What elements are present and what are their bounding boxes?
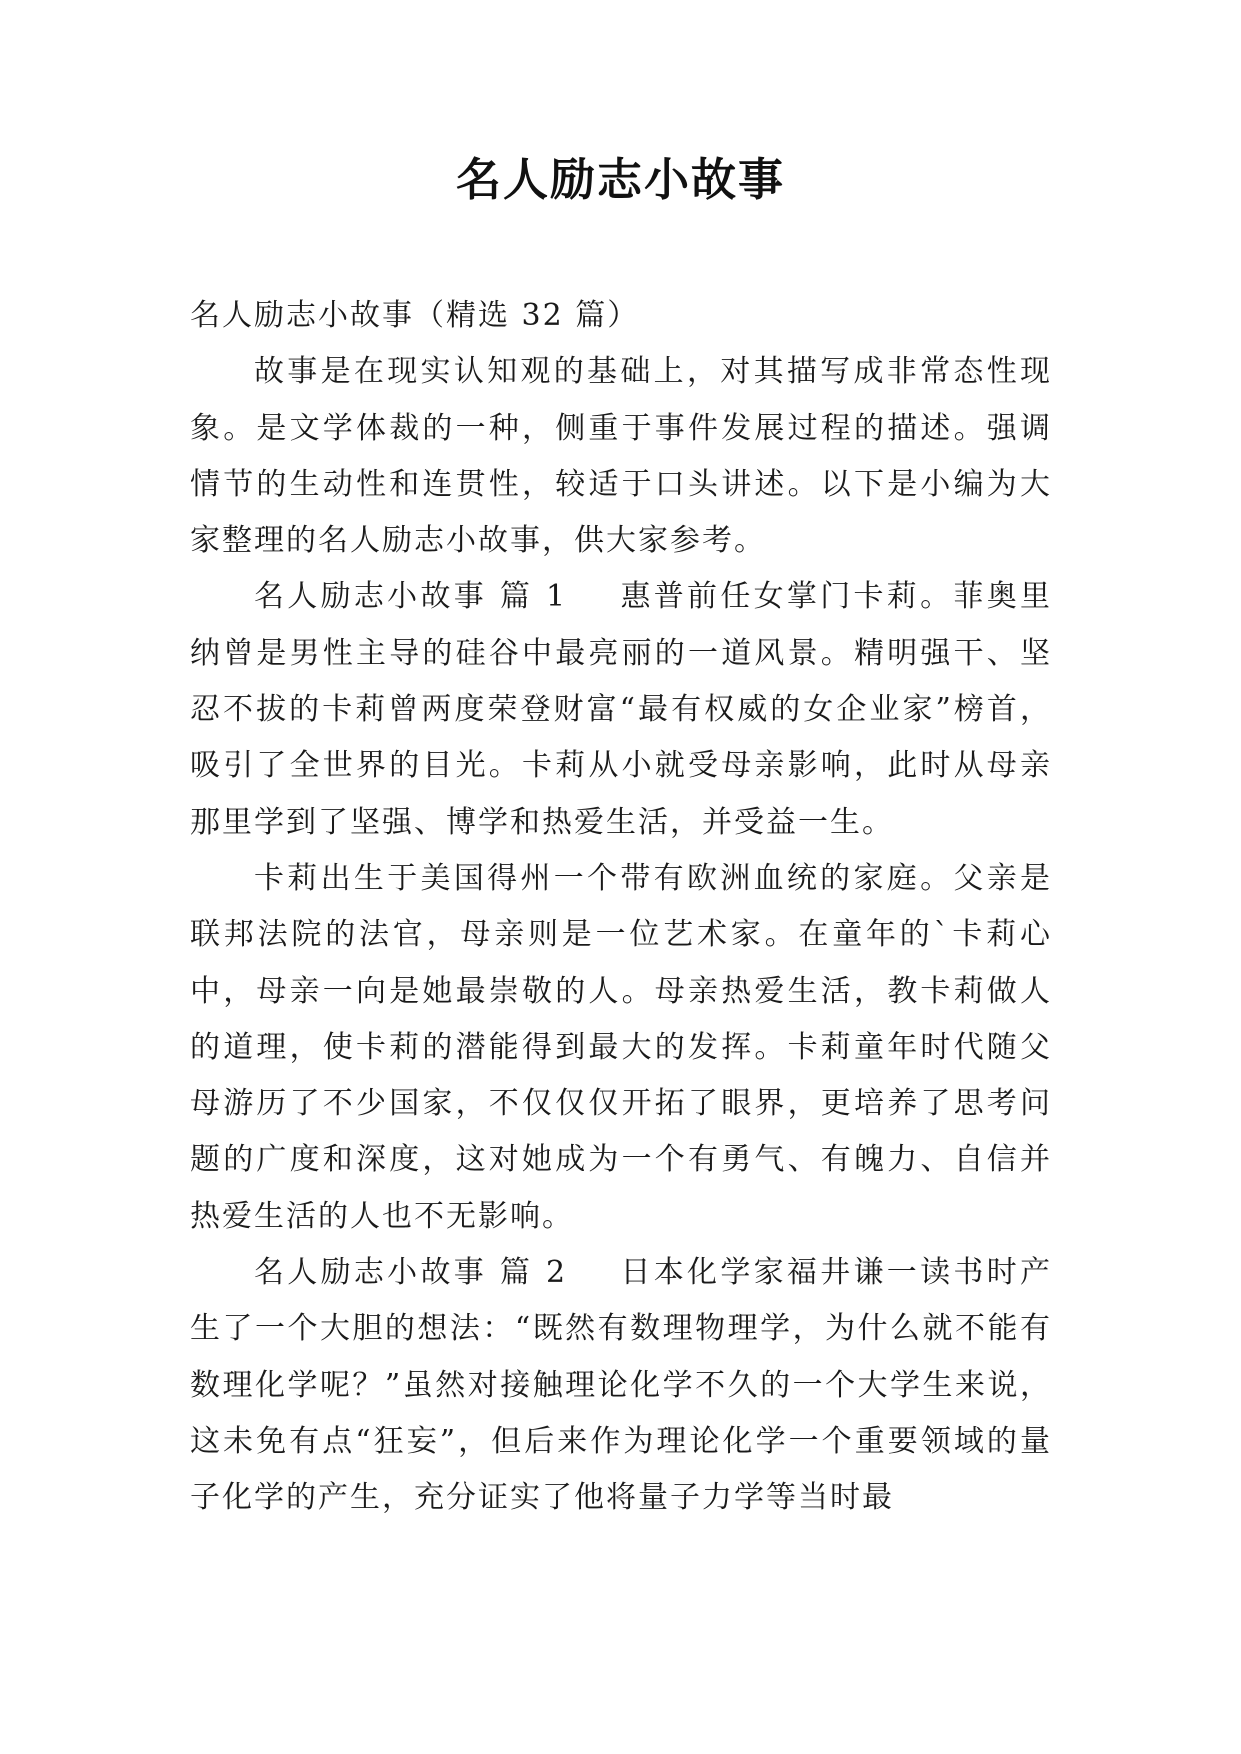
section-2-opening-paragraph: [190, 1245, 1052, 1526]
section-1-paragraph-1: 惠普前任女掌门卡莉。菲奥里纳曾是男性主导的硅谷中最亮丽的一道风景。精明强干、坚忍不拔的卡莉曾两度荣登财富“最有权威的女企业家”榜首，吸引了全世界的目光。卡莉从小就受母亲影响，此时从母亲那里学到了坚强、博学和热爱生活，并受益一生。: [190, 579, 1052, 840]
document-subtitle: 名人励志小故事（精选 32 篇）: [190, 298, 640, 333]
document-title: 名人励志小故事: [455, 153, 785, 206]
section-1-opening-paragraph: [190, 569, 1052, 850]
section-1-heading: 名人励志小故事 篇 1: [254, 579, 568, 615]
section-2-paragraph-1: 日本化学家福井谦一读书时产生了一个大胆的想法：“既然有数理物理学，为什么就不能有数理化学呢？”虽然对接触理论化学不久的一个大学生来说，这未免有点“狂妄”，但后来作为理论化学一个重要领域的量子化学的产生，充分证实了他将量子力学等当时最: [190, 1255, 1052, 1516]
section-2-heading: 名人励志小故事 篇 2: [254, 1255, 568, 1291]
document-body: [190, 288, 1052, 1527]
section-1-paragraph-2: 卡莉出生于美国得州一个带有欧洲血统的家庭。父亲是联邦法院的法官，母亲则是一位艺术家。在童年的`卡莉心中，母亲一向是她最崇敬的人。母亲热爱生活，教卡莉做人的道理，使卡莉的潜能得到最大的发挥。卡莉童年时代随父母游历了不少国家，不仅仅仅开拓了眼界，更培养了思考问题的广度和深度，这对她成为一个有勇气、有魄力、自信并热爱生活的人也不无影响。: [190, 860, 1052, 1234]
intro-paragraph: 故事是在现实认知观的基础上，对其描写成非常态性现象。是文学体裁的一种，侧重于事件发展过程的描述。强调情节的生动性和连贯性，较适于口头讲述。以下是小编为大家整理的名人励志小故事，供大家参考。: [190, 354, 1052, 559]
